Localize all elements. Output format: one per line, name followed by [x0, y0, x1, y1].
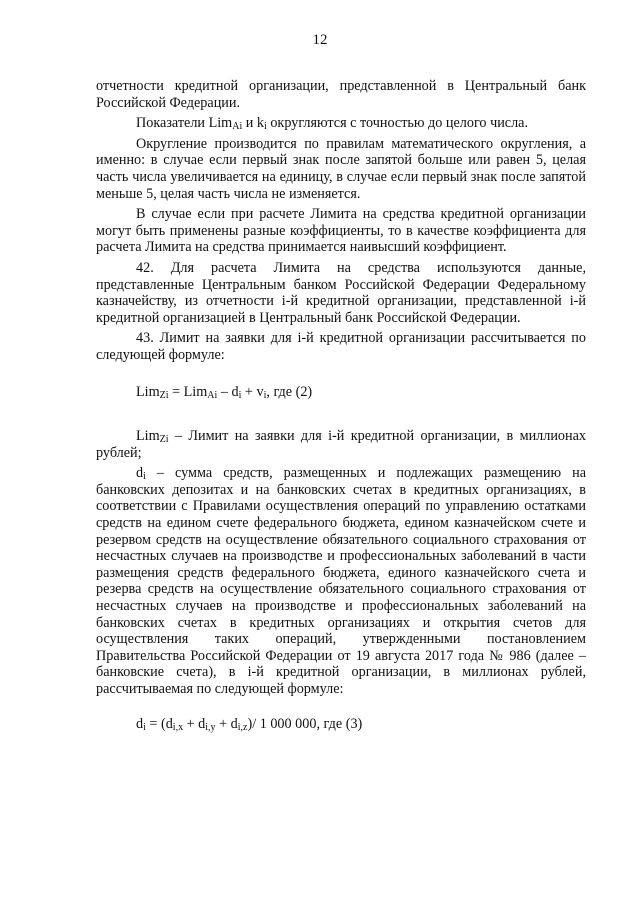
text-run: – сумма средств, размещенных и подлежащих размещению на банковских депозитах и на банковских счетах в кредитных организациях, в соответствии с Правилами осуществления операций по управлению остатками средств на едином счете федерального бюджета, едином казначейском счете и резервом средств на осуществление обязательного социального страхования от несчастных случаев на производстве и профессиональных заболеваний в части размещения средств федерального бюджета, единого казначейского счета и резерва средств на осуществление обязательного социального страхования от несчастных случаев на производстве и профессиональных заболеваний на банковских счетах в кредитных организациях и открытия счетов для осуществления таких операций, утвержденными постановлением Правительства Российской Федерации от 19 августа 2017 года № 986 (далее – банковские счета), в i-й кредитной организации, в миллионах рублей, рассчитываемая по следующей формуле: — [96, 465, 586, 697]
text-run: Lim — [136, 428, 160, 445]
text-run: округляются с точностью до целого числа. — [266, 115, 529, 132]
paragraph-continuation: отчетности кредитной организации, представленной в Центральный банк Российской Федерации. — [96, 78, 586, 111]
text-run: )/ 1 000 000, где (3) — [247, 715, 363, 732]
subscript: i — [238, 389, 242, 401]
paragraph-item-43: 43. Лимит на заявки для i-й кредитной организации рассчитывается по следующей формуле: — [96, 330, 586, 363]
text-run: + v — [241, 383, 264, 400]
paragraph-d-definition — [96, 465, 586, 697]
text-run: – Лимит на заявки для i-й кредитной организации, в миллионах рублей; — [96, 428, 586, 461]
paragraph-item-42: 42. Для расчета Лимита на средства используются данные, представленные Центральным банком Российской Федерации Федеральному казначейству, из отчетности i-й кредитной организации, представленной i-й кредитной организацией в Центральный банк Российской Федерации. — [96, 259, 586, 326]
subscript: i,x — [172, 721, 184, 733]
paragraph-rounding-indicators — [96, 115, 586, 132]
subscript: i,z — [237, 721, 248, 733]
subscript: i — [143, 721, 146, 733]
text-run: Lim — [136, 383, 160, 400]
text-run: = (d — [145, 715, 173, 732]
subscript: Zi — [159, 389, 169, 401]
page-number: 12 — [312, 32, 328, 48]
subscript: i,y — [205, 721, 216, 733]
text-run: , где (2) — [266, 383, 313, 400]
subscript: Ai — [207, 389, 218, 401]
text-run: – d — [217, 383, 239, 400]
formula-3 — [136, 716, 586, 733]
subscript: Ai — [232, 121, 243, 133]
formula-2 — [136, 384, 586, 401]
document-body — [96, 78, 586, 750]
subscript: i — [263, 389, 267, 401]
text-run: = Lim — [168, 383, 208, 400]
paragraph-lim-z-definition — [96, 428, 586, 461]
text-run: + d — [215, 715, 238, 732]
paragraph-coefficient: В случае если при расчете Лимита на средства кредитной организации могут быть применены разные коэффициенты, то в качестве коэффициента для расчета Лимита на средства принимается наивысший коэффициент. — [96, 206, 586, 256]
subscript: Zi — [159, 434, 169, 446]
text-run: d — [136, 465, 144, 482]
text-run: Показатели Lim — [136, 115, 233, 132]
subscript: i — [143, 471, 146, 483]
text-run: d — [136, 715, 144, 732]
text-run: и k — [242, 115, 264, 132]
text-run: + d — [183, 715, 206, 732]
subscript: i — [264, 121, 267, 133]
paragraph-rounding-rules: Округление производится по правилам математического округления, а именно: в случае если первый знак после запятой больше или равен 5, целая часть числа увеличивается на единицу, в случае если первый знак после запятой меньше 5, целая часть числа не изменяется. — [96, 135, 586, 202]
